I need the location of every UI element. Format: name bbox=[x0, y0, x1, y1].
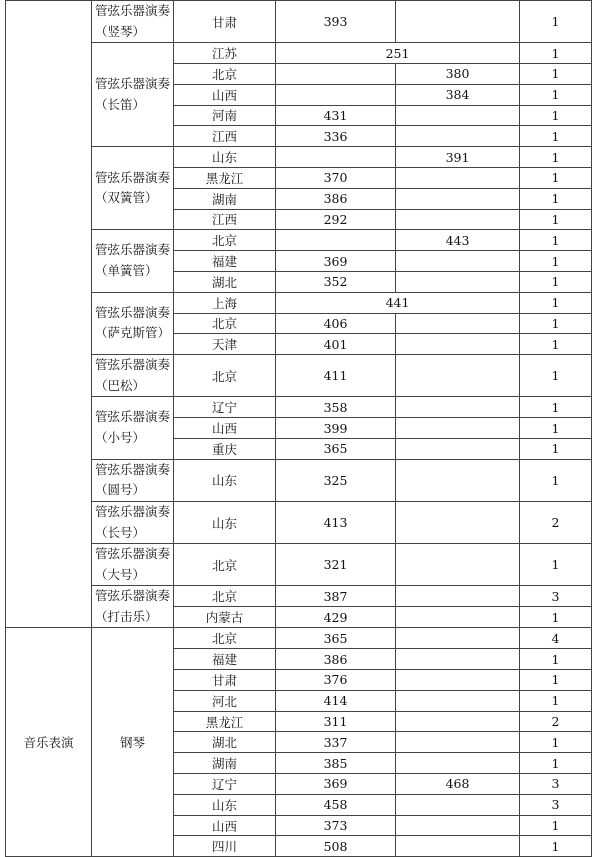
count-cell: 1 bbox=[520, 43, 592, 64]
province-cell: 辽宁 bbox=[174, 774, 276, 795]
score-cell-1: 508 bbox=[276, 836, 396, 857]
province-cell: 河南 bbox=[174, 105, 276, 126]
score-cell-1: 458 bbox=[276, 794, 396, 815]
admission-score-table bbox=[5, 0, 592, 857]
score-cell-2 bbox=[396, 105, 520, 126]
province-cell: 北京 bbox=[174, 355, 276, 397]
major-cell: 管弦乐器演奏（单簧管） bbox=[92, 230, 174, 292]
count-cell: 1 bbox=[520, 607, 592, 628]
table-row bbox=[6, 292, 592, 313]
score-cell-2 bbox=[396, 649, 520, 670]
major-cell: 管弦乐器演奏（竖琴） bbox=[92, 1, 174, 43]
score-cell-2 bbox=[396, 251, 520, 272]
major-cell: 管弦乐器演奏（打击乐） bbox=[92, 586, 174, 628]
province-cell: 山东 bbox=[174, 459, 276, 501]
count-cell: 2 bbox=[520, 711, 592, 732]
score-cell-2 bbox=[396, 690, 520, 711]
count-cell: 1 bbox=[520, 147, 592, 168]
table-row bbox=[6, 501, 592, 543]
count-cell: 1 bbox=[520, 438, 592, 459]
table-row bbox=[6, 43, 592, 64]
province-cell: 重庆 bbox=[174, 438, 276, 459]
score-cell-1: 292 bbox=[276, 209, 396, 230]
score-cell-1: 352 bbox=[276, 271, 396, 292]
table-row bbox=[6, 459, 592, 501]
count-cell: 1 bbox=[520, 355, 592, 397]
major-cell: 管弦乐器演奏（长号） bbox=[92, 501, 174, 543]
count-cell: 1 bbox=[520, 292, 592, 313]
count-cell: 1 bbox=[520, 836, 592, 857]
province-cell: 内蒙古 bbox=[174, 607, 276, 628]
category-cell: 音乐表演 bbox=[6, 628, 92, 857]
count-cell: 4 bbox=[520, 628, 592, 649]
score-cell-1: 411 bbox=[276, 355, 396, 397]
score-cell-1: 325 bbox=[276, 459, 396, 501]
province-cell: 山东 bbox=[174, 147, 276, 168]
province-cell: 山西 bbox=[174, 815, 276, 836]
score-cell-1 bbox=[276, 84, 396, 105]
score-cell-2 bbox=[396, 670, 520, 691]
major-cell: 管弦乐器演奏（长笛） bbox=[92, 43, 174, 147]
count-cell: 1 bbox=[520, 84, 592, 105]
score-cell-1: 431 bbox=[276, 105, 396, 126]
count-cell: 1 bbox=[520, 188, 592, 209]
score-cell-1: 370 bbox=[276, 167, 396, 188]
count-cell: 1 bbox=[520, 670, 592, 691]
score-cell-1 bbox=[276, 147, 396, 168]
score-cell-2 bbox=[396, 753, 520, 774]
category-cell bbox=[6, 1, 92, 628]
province-cell: 福建 bbox=[174, 649, 276, 670]
score-cell-1 bbox=[276, 230, 396, 251]
table-row bbox=[6, 586, 592, 607]
score-cell-2 bbox=[396, 188, 520, 209]
score-cell-2 bbox=[396, 334, 520, 355]
score-cell-1: 401 bbox=[276, 334, 396, 355]
count-cell: 3 bbox=[520, 586, 592, 607]
count-cell: 1 bbox=[520, 209, 592, 230]
score-cell-1: 311 bbox=[276, 711, 396, 732]
count-cell: 1 bbox=[520, 1, 592, 43]
score-cell-1: 358 bbox=[276, 397, 396, 418]
province-cell: 福建 bbox=[174, 251, 276, 272]
province-cell: 北京 bbox=[174, 63, 276, 84]
score-cell-1: 365 bbox=[276, 628, 396, 649]
count-cell: 1 bbox=[520, 230, 592, 251]
score-cell-2 bbox=[396, 167, 520, 188]
score-cell-2 bbox=[396, 355, 520, 397]
province-cell: 湖北 bbox=[174, 732, 276, 753]
score-cell-2 bbox=[396, 586, 520, 607]
score-cell-1: 386 bbox=[276, 188, 396, 209]
province-cell: 黑龙江 bbox=[174, 711, 276, 732]
score-cell-2 bbox=[396, 732, 520, 753]
table-row bbox=[6, 628, 592, 649]
count-cell: 1 bbox=[520, 753, 592, 774]
count-cell: 1 bbox=[520, 105, 592, 126]
province-cell: 北京 bbox=[174, 544, 276, 586]
score-cell-2 bbox=[396, 711, 520, 732]
score-cell-1: 337 bbox=[276, 732, 396, 753]
count-cell: 1 bbox=[520, 313, 592, 334]
score-cell-1: 321 bbox=[276, 544, 396, 586]
count-cell: 1 bbox=[520, 815, 592, 836]
score-cell-2 bbox=[396, 438, 520, 459]
score-cell-1: 373 bbox=[276, 815, 396, 836]
score-cell-2: 443 bbox=[396, 230, 520, 251]
province-cell: 山东 bbox=[174, 501, 276, 543]
score-cell-2 bbox=[396, 209, 520, 230]
score-cell-2 bbox=[396, 418, 520, 439]
major-cell: 管弦乐器演奏（圆号） bbox=[92, 459, 174, 501]
province-cell: 北京 bbox=[174, 313, 276, 334]
score-cell-2 bbox=[396, 501, 520, 543]
score-cell-2 bbox=[396, 313, 520, 334]
table-body bbox=[6, 1, 592, 857]
count-cell: 3 bbox=[520, 794, 592, 815]
table-row bbox=[6, 397, 592, 418]
province-cell: 天津 bbox=[174, 334, 276, 355]
province-cell: 江西 bbox=[174, 209, 276, 230]
major-cell: 管弦乐器演奏（大号） bbox=[92, 544, 174, 586]
score-cell-2 bbox=[396, 397, 520, 418]
score-cell-1: 376 bbox=[276, 670, 396, 691]
score-cell-2: 384 bbox=[396, 84, 520, 105]
count-cell: 1 bbox=[520, 690, 592, 711]
count-cell: 1 bbox=[520, 167, 592, 188]
score-cell-2 bbox=[396, 126, 520, 147]
major-cell: 管弦乐器演奏（双簧管） bbox=[92, 147, 174, 230]
count-cell: 1 bbox=[520, 732, 592, 753]
score-cell-1: 413 bbox=[276, 501, 396, 543]
score-cell-2: 468 bbox=[396, 774, 520, 795]
score-cell-1: 369 bbox=[276, 774, 396, 795]
table-row bbox=[6, 1, 592, 43]
major-cell: 钢琴 bbox=[92, 628, 174, 857]
score-cell-1: 429 bbox=[276, 607, 396, 628]
province-cell: 湖南 bbox=[174, 753, 276, 774]
province-cell: 甘肃 bbox=[174, 670, 276, 691]
score-cell-1: 406 bbox=[276, 313, 396, 334]
score-cell-1: 365 bbox=[276, 438, 396, 459]
province-cell: 山西 bbox=[174, 84, 276, 105]
province-cell: 甘肃 bbox=[174, 1, 276, 43]
count-cell: 1 bbox=[520, 418, 592, 439]
score-cell-1: 369 bbox=[276, 251, 396, 272]
score-cell-2: 391 bbox=[396, 147, 520, 168]
province-cell: 湖南 bbox=[174, 188, 276, 209]
province-cell: 辽宁 bbox=[174, 397, 276, 418]
province-cell: 江苏 bbox=[174, 43, 276, 64]
count-cell: 1 bbox=[520, 271, 592, 292]
score-merged-cell: 251 bbox=[276, 43, 520, 64]
score-cell-1: 393 bbox=[276, 1, 396, 43]
major-cell: 管弦乐器演奏（萨克斯管） bbox=[92, 292, 174, 354]
province-cell: 山东 bbox=[174, 794, 276, 815]
province-cell: 北京 bbox=[174, 230, 276, 251]
province-cell: 黑龙江 bbox=[174, 167, 276, 188]
count-cell: 1 bbox=[520, 251, 592, 272]
count-cell: 1 bbox=[520, 334, 592, 355]
score-cell-2 bbox=[396, 544, 520, 586]
score-cell-1: 336 bbox=[276, 126, 396, 147]
score-merged-cell: 441 bbox=[276, 292, 520, 313]
table-row bbox=[6, 147, 592, 168]
count-cell: 1 bbox=[520, 126, 592, 147]
province-cell: 北京 bbox=[174, 628, 276, 649]
province-cell: 四川 bbox=[174, 836, 276, 857]
score-cell-1: 387 bbox=[276, 586, 396, 607]
score-cell-2 bbox=[396, 1, 520, 43]
table-row bbox=[6, 355, 592, 397]
table-row bbox=[6, 544, 592, 586]
province-cell: 河北 bbox=[174, 690, 276, 711]
score-cell-1 bbox=[276, 63, 396, 84]
count-cell: 1 bbox=[520, 63, 592, 84]
count-cell: 1 bbox=[520, 649, 592, 670]
count-cell: 1 bbox=[520, 459, 592, 501]
score-cell-1: 385 bbox=[276, 753, 396, 774]
score-cell-2 bbox=[396, 836, 520, 857]
score-cell-2 bbox=[396, 459, 520, 501]
province-cell: 北京 bbox=[174, 586, 276, 607]
score-cell-2 bbox=[396, 607, 520, 628]
major-cell: 管弦乐器演奏（小号） bbox=[92, 397, 174, 459]
score-cell-1: 414 bbox=[276, 690, 396, 711]
province-cell: 湖北 bbox=[174, 271, 276, 292]
count-cell: 1 bbox=[520, 397, 592, 418]
score-cell-2 bbox=[396, 794, 520, 815]
count-cell: 1 bbox=[520, 544, 592, 586]
major-cell: 管弦乐器演奏（巴松） bbox=[92, 355, 174, 397]
count-cell: 2 bbox=[520, 501, 592, 543]
score-cell-1: 399 bbox=[276, 418, 396, 439]
province-cell: 江西 bbox=[174, 126, 276, 147]
province-cell: 山西 bbox=[174, 418, 276, 439]
count-cell: 3 bbox=[520, 774, 592, 795]
score-cell-2 bbox=[396, 815, 520, 836]
table-row bbox=[6, 230, 592, 251]
score-cell-1: 386 bbox=[276, 649, 396, 670]
score-cell-2: 380 bbox=[396, 63, 520, 84]
province-cell: 上海 bbox=[174, 292, 276, 313]
score-cell-2 bbox=[396, 271, 520, 292]
score-cell-2 bbox=[396, 628, 520, 649]
